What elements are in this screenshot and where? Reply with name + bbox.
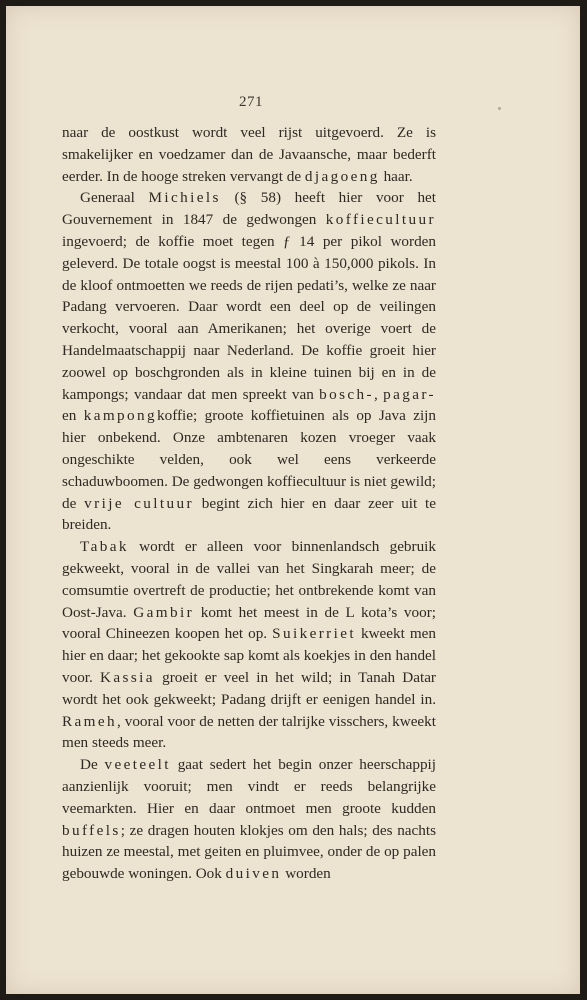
spaced-emphasis-text: Suikerriet bbox=[272, 625, 356, 643]
text-run: begint zich hier en daar zeer uit te breiden. bbox=[62, 494, 436, 534]
paragraph bbox=[62, 187, 436, 536]
text-run: en bbox=[62, 407, 84, 425]
spaced-emphasis-text: veeteelt bbox=[104, 756, 171, 774]
spaced-emphasis-text: duiven bbox=[225, 865, 282, 883]
text-run: worden bbox=[281, 865, 331, 883]
text-run: kweekt men hier en daar; het gekookte sap komt als koekjes in den handel voor. bbox=[62, 625, 436, 686]
text-run: De bbox=[80, 756, 105, 774]
spaced-emphasis-text: kampong bbox=[83, 407, 158, 425]
paragraph bbox=[62, 536, 436, 754]
paragraph bbox=[62, 754, 436, 885]
text-run: koffie; groote koffietuinen als op Java zijn hier onbekend. Onze ambtenaren kozen vroeger vaak ongeschikte velden, ook wel eens verkeerde schaduwboomen. De gedwongen koffiecultuur is niet gewild; de bbox=[62, 407, 436, 512]
text-run: haar. bbox=[379, 167, 413, 185]
text-run: Generaal bbox=[80, 189, 149, 207]
text-run: , bbox=[374, 385, 384, 403]
text-run: ingevoerd; de koffie moet tegen ƒ 14 per pikol worden geleverd. De totale oogst is meestal 100 à 150,000 pikols. In de kloof ontmoetten we reeds de rijen pedati’s, welke ze naar Padang vervoeren. Daar wordt een deel op de veilingen verkocht, vooral aan Amerikanen; het overige voert de Handelmaatschappij naar Nederland. De koffie groeit hier zoowel op boschgronden als in kleine tuinen bij en in de kampongs; vandaar dat men spreekt van bbox=[62, 232, 436, 403]
text-run: , vooral voor de netten der talrijke visschers, kweekt men steeds meer. bbox=[62, 712, 436, 752]
text-run: naar de oostkust wordt veel rijst uitgevoerd. Ze is smakelijker en voedzamer dan de Javaansche, maar bederft eerder. In de hooge streken vervangt de bbox=[62, 124, 436, 185]
paper-speck bbox=[498, 107, 501, 110]
text-run: komt het meest in de L kota’s voor; vooral Chineezen koopen het op. bbox=[62, 603, 436, 643]
spaced-emphasis-text: djagoeng bbox=[304, 167, 380, 185]
paragraph bbox=[62, 122, 436, 187]
spaced-emphasis-text: vrije cultuur bbox=[84, 494, 194, 512]
spaced-emphasis-text: Michiels bbox=[148, 189, 221, 207]
spaced-emphasis-text: bosch- bbox=[319, 385, 374, 403]
body-text bbox=[62, 122, 436, 885]
text-run: groeit er veel in het wild; in Tanah Datar wordt het ook gekweekt; Padang drijft er eenigen handel in. bbox=[62, 668, 436, 708]
text-run: wordt er alleen voor binnenlandsch gebruik gekweekt, vooral in de vallei van het Singkarah meer; de comsumtie overtreft de productie; het ontbrekende komt van Oost-Java. bbox=[62, 538, 436, 621]
spaced-emphasis-text: Rameh bbox=[62, 712, 118, 730]
spaced-emphasis-text: Kassia bbox=[100, 668, 155, 686]
spaced-emphasis-text: Gambir bbox=[133, 603, 195, 621]
text-run: gaat sedert het begin onzer heerschappij aanzienlijk vooruit; men vindt er reeds belangrijke veemarkten. Hier en daar ontmoet men groote kudden bbox=[62, 756, 436, 817]
page-number: 271 bbox=[239, 94, 263, 110]
spaced-emphasis-text: Tabak bbox=[80, 538, 129, 556]
spaced-emphasis-text: koffiecultuur bbox=[325, 211, 436, 229]
text-run: ; ze dragen houten klokjes om den hals; des nachts huizen ze meestal, met geiten en pluimvee, onder de op palen gebouwde woningen. Ook bbox=[62, 821, 436, 883]
text-run: (§ 58) heeft hier voor het Gouvernement in 1847 de gedwongen bbox=[62, 189, 436, 229]
book-page bbox=[6, 6, 580, 994]
spaced-emphasis-text: buffels bbox=[62, 821, 121, 839]
spaced-emphasis-text: pagar- bbox=[383, 385, 437, 403]
